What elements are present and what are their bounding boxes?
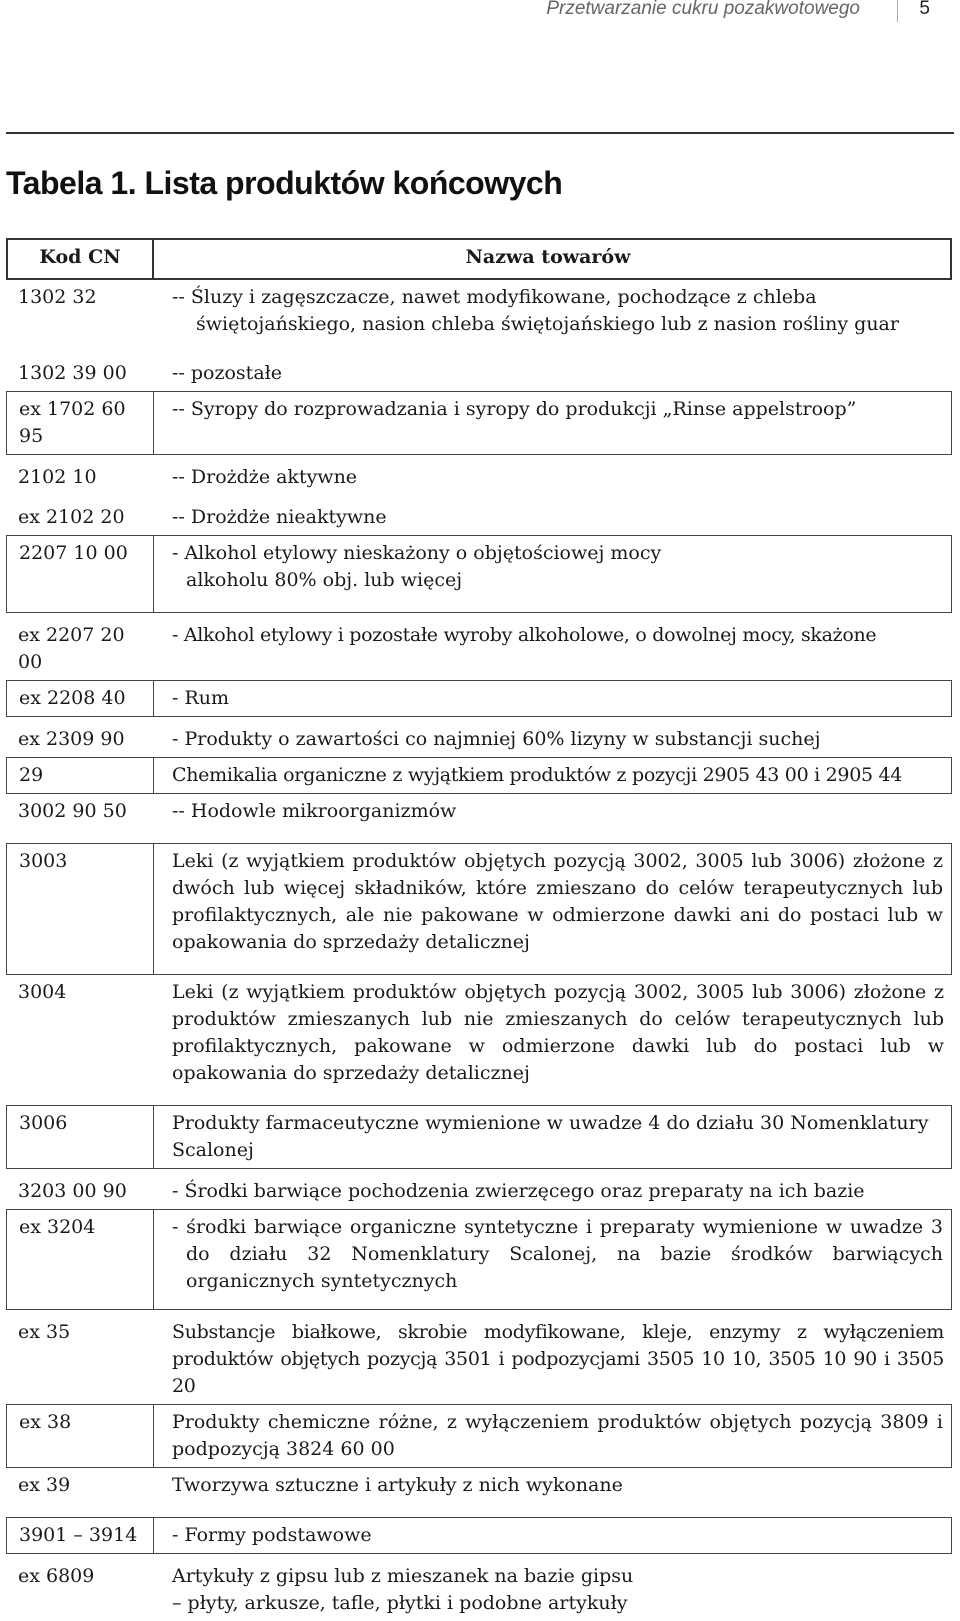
product-name: -- Syropy do rozprowadzania i syropy do produkcji „Rinse appelstroop” (154, 391, 952, 455)
table-row (6, 455, 952, 495)
table-row (6, 757, 952, 794)
product-name-text: -- Śluzy i zagęszczacze, nawet modyfikowane, pochodzące z chleba świętojańskiego, nasion chleba świętojańskiego lub z nasion rośliny guar (172, 286, 899, 335)
product-name: - Alkohol etylowy i pozostałe wyroby alkoholowe, o dowolnej mocy, skażone (172, 624, 877, 646)
product-name-text: - środki barwiące organiczne syntetyczne i preparaty wymienione w uwadze 3 do działu 32 Nomenklatury Scalonej, na bazie środków barwiących organicznych syntetycznych (172, 1216, 943, 1292)
product-name-text: Artykuły z gipsu lub z mieszanek na bazie gipsu (172, 1565, 634, 1587)
product-name: Chemikalia organiczne z wyjątkiem produktów z pozycji 2905 43 00 i 2905 44 (154, 757, 952, 794)
product-name: Substancje białkowe, skrobie modyfikowane, kleje, enzymy z wyłączeniem produktów objętych pozycją 3501 i podpozycjami 3505 10 10, 3505 10 90 i 3505 20 (172, 1321, 944, 1397)
product-name (154, 1554, 952, 1621)
table-row (6, 1468, 952, 1517)
product-name: - Produkty o zawartości co najmniej 60% lizyny w substancji suchej (172, 728, 821, 750)
table-row (6, 717, 952, 757)
header-separator (897, 0, 898, 22)
table-row (6, 1517, 952, 1554)
cn-code: 2207 10 00 (6, 535, 154, 613)
cn-code: ex 2102 20 (18, 506, 125, 528)
cn-code: ex 2309 90 (18, 728, 125, 750)
product-name-text: -- Hodowle mikroorganizmów (172, 800, 457, 822)
table-row (6, 794, 952, 843)
table-row (6, 535, 952, 613)
table-row (6, 1404, 952, 1468)
product-name: -- Drożdże nieaktywne (172, 506, 387, 528)
table-row (6, 1554, 952, 1621)
top-rule (6, 132, 954, 134)
cn-code: 1302 39 00 (18, 362, 127, 384)
product-name: - Formy podstawowe (154, 1517, 952, 1554)
product-name (154, 794, 952, 843)
product-name (154, 1468, 952, 1517)
table-row (6, 280, 952, 356)
table-row (6, 613, 952, 680)
table-row (6, 356, 952, 391)
table-row (6, 1310, 952, 1404)
running-title: Przetwarzanie cukru pozakwotowego (546, 0, 860, 19)
product-name: - Środki barwiące pochodzenia zwierzęcego oraz preparaty na ich bazie (172, 1180, 865, 1202)
product-name-text: Leki (z wyjątkiem produktów objętych pozycją 3002, 3005 lub 3006) złożone z dwóch lub więcej składników, które zmieszano do celów terapeutycznych lub profilaktycznych, ale nie pakowane w odmierzone dawki ani do postaci lub w opakowania do sprzedaży detalicznej (172, 850, 943, 953)
cn-code: 3203 00 90 (18, 1180, 127, 1202)
running-header (0, 0, 960, 22)
cn-code: 2102 10 (18, 466, 97, 488)
table-header-row (6, 238, 952, 280)
product-name (154, 280, 952, 356)
cn-code: 29 (6, 757, 154, 794)
cn-code: ex 2207 20 00 (18, 624, 125, 673)
column-header-code: Kod CN (6, 238, 154, 280)
cn-code: ex 6809 (18, 1565, 95, 1587)
product-name: -- pozostałe (172, 362, 283, 384)
cn-code: ex 3204 (6, 1209, 154, 1310)
table-row (6, 680, 952, 717)
product-name (154, 843, 952, 975)
cn-code: ex 38 (6, 1404, 154, 1468)
table-row (6, 1169, 952, 1209)
table-row (6, 495, 952, 535)
cn-code: 3002 90 50 (18, 800, 127, 822)
cn-products-table (6, 238, 952, 1621)
table-row (6, 1209, 952, 1310)
product-name: - Rum (154, 680, 952, 717)
product-name: -- Drożdże aktywne (172, 466, 358, 488)
cn-code: 3003 (6, 843, 154, 975)
cn-code: ex 39 (18, 1474, 71, 1496)
cn-code: ex 35 (18, 1321, 71, 1343)
product-subitem-text: – płyty, arkusze, tafle, płytki i podobne artykuły (172, 1592, 628, 1614)
table-row (6, 1105, 952, 1169)
product-name-text: Leki (z wyjątkiem produktów objętych pozycją 3002, 3005 lub 3006) złożone z produktów zmieszanych lub nie zmieszanych do celów terapeutycznych lub profilaktycznych, pakowane w odmierzone dawki lub do postaci lub w opakowania do sprzedaży detalicznej (172, 981, 944, 1084)
cn-code: 1302 32 (18, 286, 97, 308)
product-name (154, 975, 952, 1105)
column-header-name: Nazwa towarów (154, 238, 952, 280)
cn-code: 3006 (6, 1105, 154, 1169)
cn-code: 3901 – 3914 (6, 1517, 154, 1554)
cn-code: ex 2208 40 (6, 680, 154, 717)
cn-code: ex 1702 60 95 (6, 391, 154, 455)
table-row (6, 975, 952, 1105)
product-name-text: Tworzywa sztuczne i artykuły z nich wykonane (172, 1474, 623, 1496)
product-name (154, 535, 952, 613)
product-name: Produkty farmaceutyczne wymienione w uwadze 4 do działu 30 Nomenklatury Scalonej (154, 1105, 952, 1169)
product-name-text: - Alkohol etylowy nieskażony o objętościowej mocy alkoholu 80% obj. lub więcej (172, 542, 662, 591)
table-title: Tabela 1. Lista produktów końcowych (6, 165, 563, 201)
table-row (6, 843, 952, 975)
product-name: Produkty chemiczne różne, z wyłączeniem produktów objętych pozycją 3809 i podpozycją 3824 60 00 (154, 1404, 952, 1468)
table-row (6, 391, 952, 455)
page-number: 5 (919, 0, 930, 19)
cn-code: 3004 (18, 981, 67, 1003)
product-name (154, 1209, 952, 1310)
